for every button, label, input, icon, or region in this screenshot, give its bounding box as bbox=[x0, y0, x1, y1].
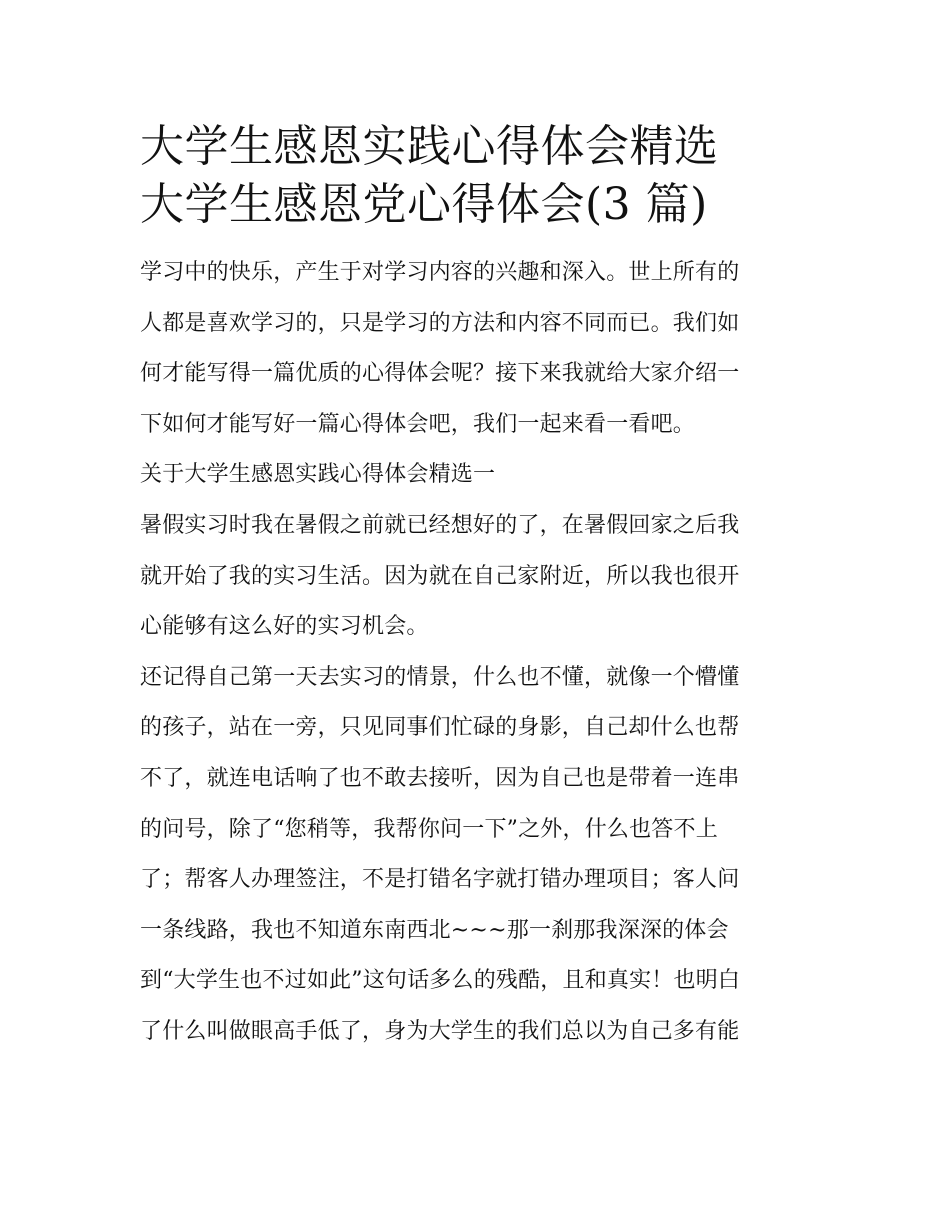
body-paragraph bbox=[140, 501, 815, 653]
document-content bbox=[140, 118, 815, 1058]
text-line: 关于大学生感恩实践心得体会精选一 bbox=[140, 462, 496, 488]
text-line: 的问号，除了“您稍等，我帮你问一下”之外，什么也答不上 bbox=[140, 816, 718, 842]
text-line: 到“大学生也不过如此”这句话多么的残酷，且和真实！也明白 bbox=[140, 968, 741, 994]
title-line-2: 大学生感恩党心得体会(3 篇) bbox=[140, 179, 708, 230]
section-heading bbox=[140, 450, 815, 501]
text-line: 的孩子，站在一旁，只见同事们忙碌的身影，自己却什么也帮 bbox=[140, 715, 740, 741]
text-line: 就开始了我的实习生活。因为就在自己家附近，所以我也很开 bbox=[140, 563, 740, 589]
intro-paragraph bbox=[140, 248, 815, 450]
title-line-1: 大学生感恩实践心得体会精选 bbox=[140, 121, 719, 172]
text-line: 暑假实习时我在暑假之前就已经想好的了，在暑假回家之后我 bbox=[140, 512, 740, 538]
text-line: 还记得自己第一天去实习的情景，什么也不懂，就像一个懵懂 bbox=[140, 664, 740, 690]
document-title bbox=[140, 118, 815, 234]
text-line: 了；帮客人办理签注，不是打错名字就打错办理项目；客人问 bbox=[140, 867, 740, 893]
text-line: 心能够有这么好的实习机会。 bbox=[140, 614, 429, 640]
text-line: 了什么叫做眼高手低了，身为大学生的我们总以为自己多有能 bbox=[140, 1018, 740, 1044]
text-line: 不了，就连电话响了也不敢去接听，因为自己也是带着一连串 bbox=[140, 765, 740, 791]
text-line: 人都是喜欢学习的，只是学习的方法和内容不同而已。我们如 bbox=[140, 310, 740, 336]
text-line: 何才能写得一篇优质的心得体会呢？接下来我就给大家介绍一 bbox=[140, 361, 740, 387]
text-line: 下如何才能写好一篇心得体会吧，我们一起来看一看吧。 bbox=[140, 411, 696, 437]
text-line: 学习中的快乐，产生于对学习内容的兴趣和深入。世上所有的 bbox=[140, 260, 740, 285]
text-line: 一条线路，我也不知道东南西北~~~那一刹那我深深的体会 bbox=[140, 917, 729, 943]
body-paragraph bbox=[140, 653, 815, 1058]
